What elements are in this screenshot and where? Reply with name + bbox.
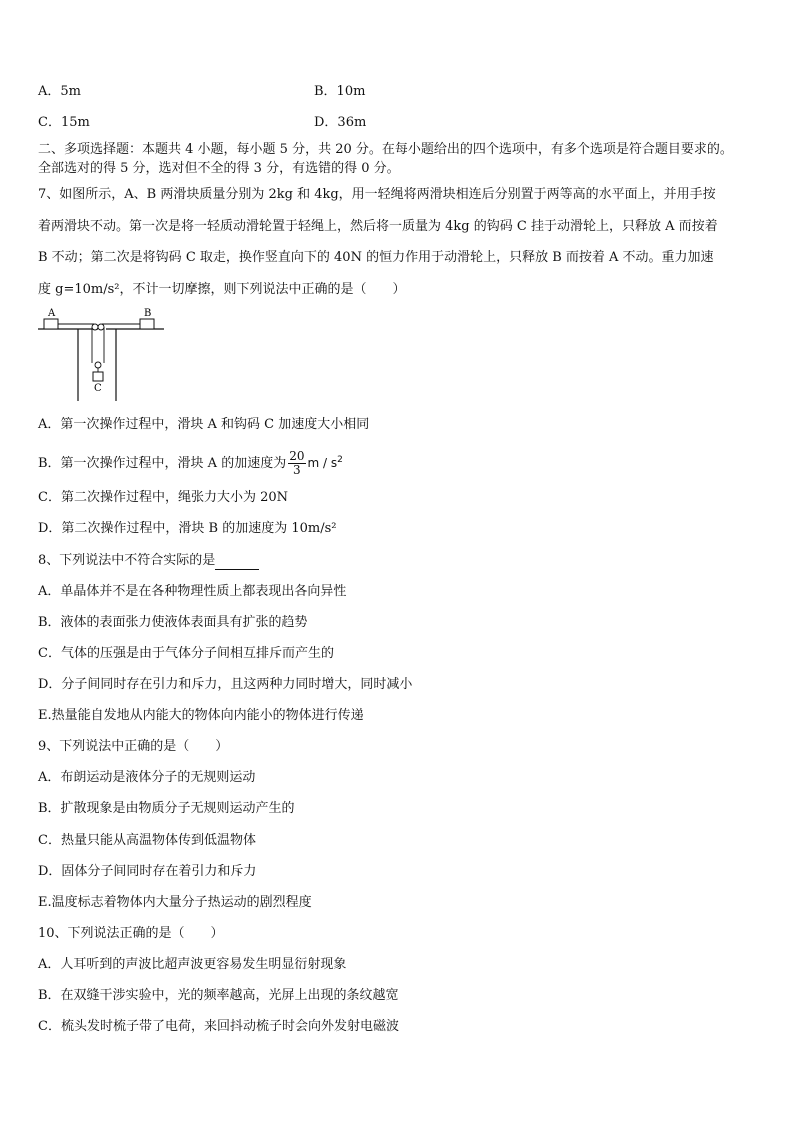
q7-option-b-text: B．第一次操作过程中，滑块 A 的加速度为: [38, 456, 287, 471]
pulley-right-icon: [98, 324, 104, 330]
block-b: [140, 319, 154, 329]
weight-c: [93, 372, 103, 381]
q8-option-b: B．液体的表面张力使液体表面具有扩张的趋势: [38, 615, 308, 630]
q7-stem-4: 度 g=10m/s²，不计一切摩擦，则下列说法中正确的是（ ）: [38, 282, 406, 297]
q8-option-e: E.热量能自发地从内能大的物体向内能小的物体进行传递: [38, 708, 364, 723]
pulley-diagram: [36, 305, 176, 405]
q9-option-d: D．固体分子间同时存在着引力和斥力: [38, 864, 257, 879]
q7-stem-3: B 不动；第二次是将钩码 C 取走，换作竖直向下的 40N 的恒力作用于动滑轮上，只释放 B 而按着 A 不动。重力加速: [38, 250, 714, 265]
q6-option-b: B．10m: [314, 84, 366, 99]
q9-stem: 9、下列说法中正确的是（ ）: [38, 739, 229, 754]
label-a: A: [48, 308, 56, 319]
q6-option-a: A．5m: [38, 84, 81, 99]
q7-option-c: C．第二次操作过程中，绳张力大小为 20N: [38, 490, 288, 505]
q8-option-d: D．分子间同时存在引力和斥力，且这两种力同时增大，同时减小: [38, 677, 413, 692]
section2-instructions-1: 二、多项选择题：本题共 4 小题，每小题 5 分，共 20 分。在每小题给出的四个选项中，有多个选项是符合题目要求的。: [38, 142, 733, 157]
unit-base: m / s: [307, 456, 338, 470]
unit: [308, 456, 343, 470]
block-a: [44, 319, 58, 329]
q10-option-b: B．在双缝干涉实验中，光的频率越高，光屏上出现的条纹越宽: [38, 988, 399, 1003]
fraction-numerator: 20: [289, 449, 305, 463]
q10-option-c: C．梳头发时梳子带了电荷，来回抖动梳子时会向外发射电磁波: [38, 1019, 399, 1034]
q7-stem-2: 着两滑块不动。第一次是将一轻质动滑轮置于轻绳上，然后将一质量为 4kg 的钩码 C 挂于动滑轮上，只释放 A 而按着: [38, 219, 718, 234]
label-b: B: [144, 308, 152, 319]
q10-option-a: A．人耳听到的声波比超声波更容易发生明显衍射现象: [38, 957, 347, 972]
q8-stem-text: 8、下列说法中不符合实际的是: [38, 553, 216, 568]
fraction: [288, 450, 305, 477]
q6-option-d: D．36m: [314, 115, 367, 130]
q8-stem: [38, 552, 259, 570]
q10-stem: 10、下列说法正确的是（ ）: [38, 926, 224, 941]
pulley-left-icon: [92, 324, 98, 330]
q9-option-a: A．布朗运动是液体分子的无规则运动: [38, 770, 256, 785]
q8-option-c: C．气体的压强是由于气体分子间相互排斥而产生的: [38, 646, 334, 661]
unit-exponent: 2: [337, 455, 343, 465]
movable-pulley-icon: [95, 362, 101, 368]
fraction-denominator: 3: [293, 463, 301, 477]
section2-instructions-2: 全部选对的得 5 分，选对但不全的得 3 分，有选错的得 0 分。: [38, 161, 400, 176]
label-c: C: [94, 383, 102, 394]
q6-option-c: C．15m: [38, 115, 90, 130]
q9-option-b: B．扩散现象是由物质分子无规则运动产生的: [38, 801, 295, 816]
q7-stem-1: 7、如图所示，A、B 两滑块质量分别为 2kg 和 4kg，用一轻绳将两滑块相连后分别置于两等高的水平面上，并用手按: [38, 187, 716, 202]
q7-option-d: D．第二次操作过程中，滑块 B 的加速度为 10m/s²: [38, 521, 337, 536]
q7-option-b: [38, 446, 343, 478]
q7-option-a: A．第一次操作过程中，滑块 A 和钩码 C 加速度大小相同: [38, 417, 370, 432]
q9-option-c: C．热量只能从高温物体传到低温物体: [38, 833, 256, 848]
answer-blank: [215, 556, 259, 570]
q8-option-a: A．单晶体并不是在各种物理性质上都表现出各向异性: [38, 584, 347, 599]
q9-option-e: E.温度标志着物体内大量分子热运动的剧烈程度: [38, 895, 312, 910]
